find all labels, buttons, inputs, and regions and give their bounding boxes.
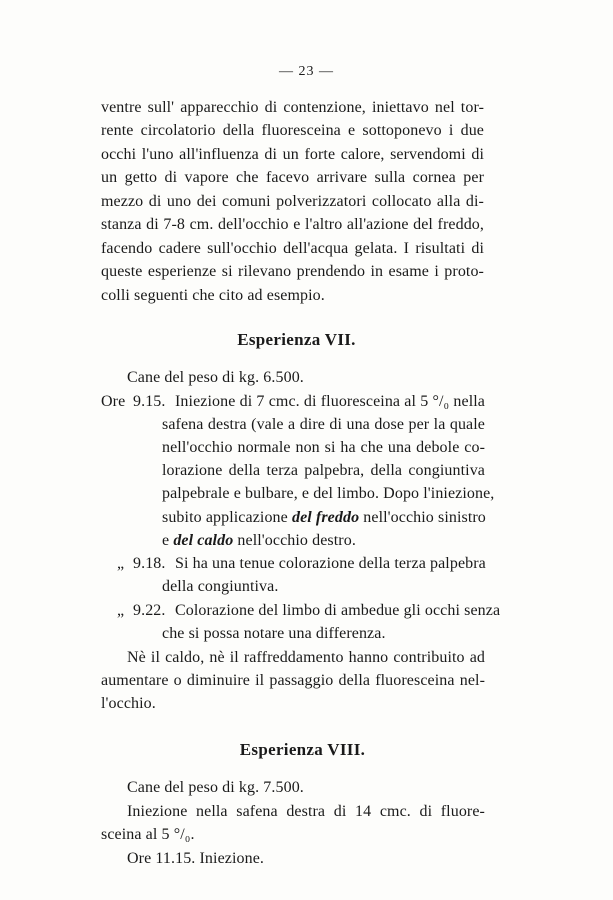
- exp7-entry-3-line: Colorazione del limbo di ambedue gli occhi senza: [175, 602, 501, 619]
- exp7-entry-3-line: che si possa notare una differenza.: [162, 625, 386, 642]
- exp7-entry-1-line: lorazione della terza palpebra, della congiuntiva: [162, 462, 485, 479]
- page-number: — 23 —: [279, 64, 334, 79]
- intro-line: colli seguenti che cito ad esempio.: [101, 287, 325, 304]
- exp7-entry-2-line: della congiuntiva.: [162, 578, 279, 595]
- section-heading-exp7: Esperienza VII.: [237, 330, 356, 349]
- intro-line: rente circolatorio della fluoresceina e sottoponevo i due: [101, 122, 484, 139]
- intro-line: mezzo di uno dei comuni polverizzatori collocato alla di-: [101, 193, 484, 210]
- exp7-entry-2-line: Si ha una tenue colorazione della terza palpebra: [175, 555, 486, 572]
- exp7-entry-1-line: nell'occhio normale non si ha che una debole co-: [162, 439, 485, 456]
- intro-line: un getto di vapore che facevo arrivare sulla cornea per: [101, 169, 484, 186]
- ditto-mark: „: [117, 555, 125, 572]
- exp7-conclusion-line: l'occhio.: [101, 695, 156, 712]
- exp7-ore-label: Ore: [101, 393, 126, 410]
- intro-line: stanza di 7-8 cm. dell'occhio e l'altro all'azione del freddo,: [101, 216, 484, 233]
- intro-line: occhi l'uno all'influenza di un forte calore, servendomi di: [101, 146, 484, 163]
- exp8-weight: Cane del peso di kg. 7.500.: [127, 779, 304, 796]
- exp7-entry-1-line: safena destra (vale a dire di una dose per la quale: [162, 416, 485, 433]
- exp7-entry-1-line: subito applicazione del freddo nell'occhio sinistro: [162, 509, 486, 526]
- intro-line: facendo cadere sull'occhio dell'acqua gelata. I risultati di: [101, 240, 484, 257]
- exp7-entry-1-line: Iniezione di 7 cmc. di fluoresceina al 5 °/₀ nella: [175, 393, 485, 410]
- exp7-time-1: 9.15.: [133, 393, 166, 410]
- italic-del-caldo: del caldo: [173, 532, 234, 549]
- exp7-weight: Cane del peso di kg. 6.500.: [127, 369, 304, 386]
- intro-line: queste esperienze si rilevano prendendo in esame i proto-: [101, 263, 484, 280]
- exp7-entry-1-line: e del caldo nell'occhio destro.: [162, 532, 356, 549]
- intro-line: ventre sull' apparecchio di contenzione, iniettavo nel tor-: [101, 99, 484, 116]
- exp8-ore-line: Ore 11.15. Iniezione.: [127, 850, 265, 867]
- exp7-time-2: 9.18.: [133, 555, 166, 572]
- exp8-injection-line: Iniezione nella safena destra di 14 cmc. di fluore-: [127, 803, 485, 820]
- exp7-conclusion-line: aumentare o diminuire il passaggio della fluoresceina nel-: [101, 672, 485, 689]
- ditto-mark: „: [117, 602, 125, 619]
- italic-del-freddo: del freddo: [291, 509, 360, 526]
- exp7-conclusion-line: Nè il caldo, nè il raffreddamento hanno contribuito ad: [127, 649, 485, 666]
- exp7-time-3: 9.22.: [133, 602, 166, 619]
- section-heading-exp8: Esperienza VIII.: [239, 740, 366, 759]
- exp7-entry-1-line: palpebrale e bulbare, e del limbo. Dopo l'iniezione,: [162, 485, 495, 502]
- exp8-injection-line: sceina al 5 °/₀.: [101, 826, 195, 843]
